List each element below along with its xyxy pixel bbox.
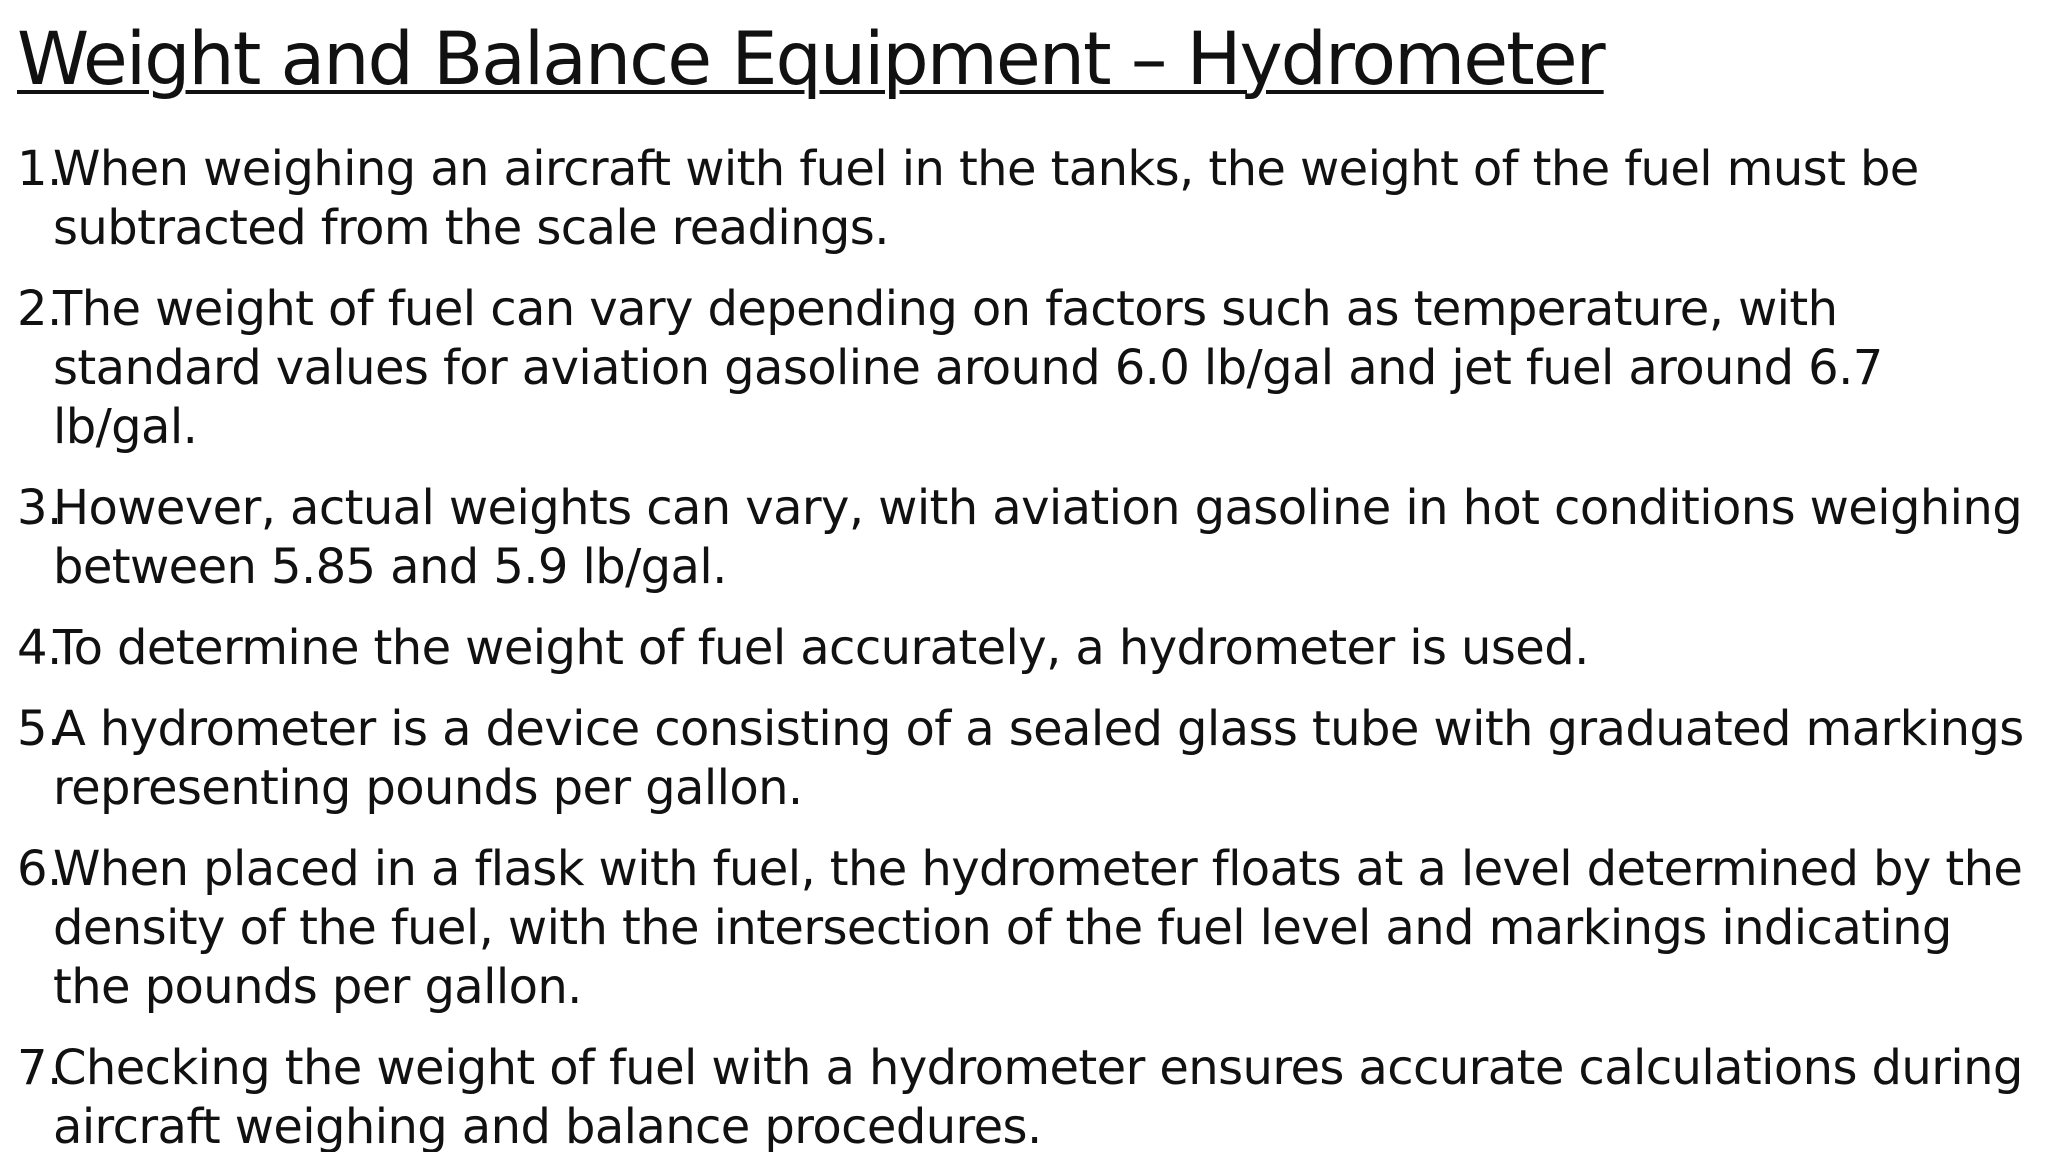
bullet-text: However, actual weights can vary, with aviation gasoline in hot conditions weighing between 5.85 and 5.9 lb/gal.: [53, 480, 2023, 595]
bullet-list: [17, 140, 2037, 1152]
bullet-item-4: [17, 619, 2037, 678]
bullet-text: The weight of fuel can vary depending on factors such as temperature, with standard values for aviation gasoline around 6.0 lb/gal and jet fuel around 6.7 lb/gal.: [53, 281, 1883, 455]
bullet-item-6: [17, 840, 2037, 1017]
bullet-item-7: [17, 1039, 2037, 1152]
bullet-number: 3.: [17, 480, 62, 536]
bullet-text: To determine the weight of fuel accurately, a hydrometer is used.: [53, 620, 1589, 676]
bullet-number: 4.: [17, 620, 62, 676]
bullet-item-5: [17, 700, 2037, 818]
bullet-text: When weighing an aircraft with fuel in the tanks, the weight of the fuel must be subtracted from the scale readings.: [53, 141, 1919, 256]
bullet-number: 5.: [17, 701, 62, 757]
bullet-item-2: [17, 280, 2037, 457]
bullet-number: 6.: [17, 841, 62, 897]
bullet-number: 7.: [17, 1040, 62, 1096]
bullet-number: 2.: [17, 281, 62, 337]
bullet-item-1: [17, 140, 2037, 258]
bullet-text: A hydrometer is a device consisting of a sealed glass tube with graduated markings representing pounds per gallon.: [53, 701, 2024, 816]
slide-title: Weight and Balance Equipment – Hydrometer: [17, 17, 1604, 102]
bullet-text: Checking the weight of fuel with a hydrometer ensures accurate calculations during aircraft weighing and balance procedures.: [53, 1040, 2023, 1152]
bullet-number: 1.: [17, 141, 62, 197]
bullet-text: When placed in a flask with fuel, the hydrometer floats at a level determined by the density of the fuel, with the intersection of the fuel level and markings indicating the pounds per gallon.: [53, 841, 2023, 1015]
bullet-item-3: [17, 479, 2037, 597]
